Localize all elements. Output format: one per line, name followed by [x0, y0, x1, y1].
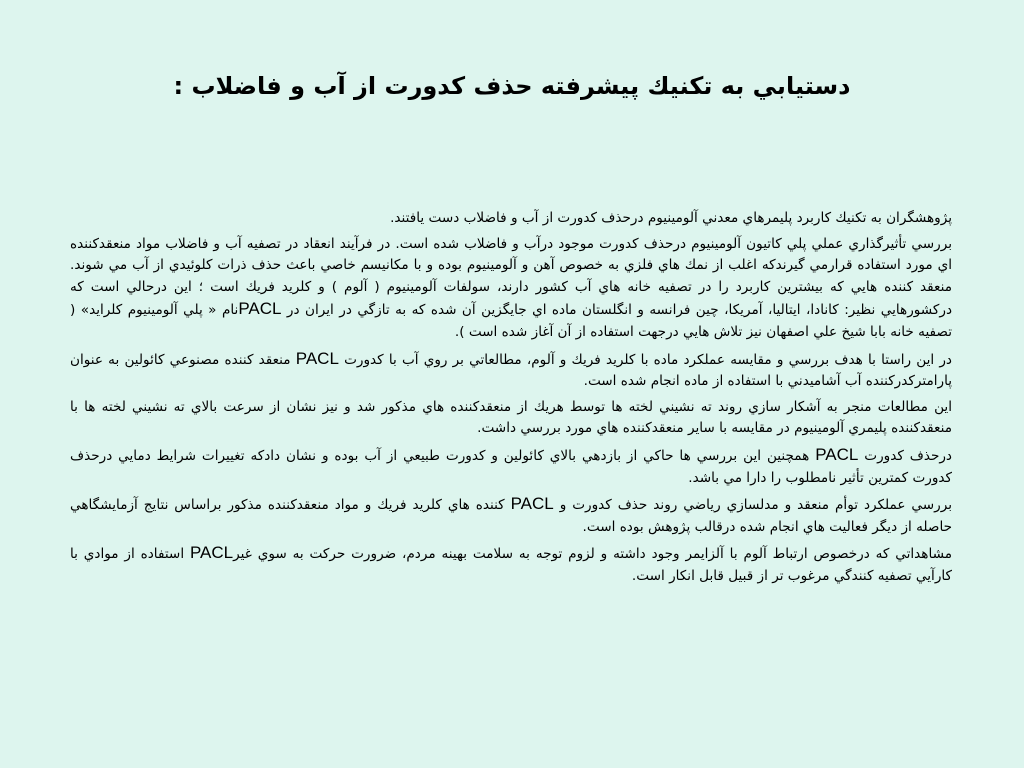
- body-paragraph: [70, 444, 952, 489]
- body-paragraph: [70, 397, 952, 440]
- paragraph-text: منعقد كننده مصنوعي كائولين به عنوان پارامتركدركننده آب آشاميدني با استفاده از ماده انجام شده است.: [70, 351, 952, 390]
- paragraph-text: همچنين اين بررسي ها حاكي از بازدهي بالاي كائولين و كدورت طبيعي از آب بوده و نشان دادكه تغييرات شرايط دمايي درحذف كدورت كمترين تأثير نامطلوب را دارا مي باشد.: [70, 447, 952, 486]
- body-paragraph: [70, 208, 952, 230]
- slide-title: دستيابي به تكنيك پيشرفته حذف كدورت از آب و فاضلاب :: [173, 72, 851, 100]
- latin-term: PACL: [295, 348, 339, 368]
- paragraph-text: درحذف كدورت: [858, 447, 952, 464]
- paragraph-text: نام « پلي آلومينيوم كلرايد» ( تصفيه خانه بابا شيخ علي اصفهان نيز تلاش هايي درجهت استفاده از آن آغاز شده است ).: [70, 302, 952, 340]
- latin-term: PACL: [510, 494, 554, 514]
- slide-body: [70, 208, 952, 592]
- paragraph-text: كننده هاي كلريد فريك و مواد منعقدكننده مذكور براساس نتايج آزمايشگاهي حاصله از ديگر فعاليت هاي انجام شده درقالب پژوهش بوده است.: [70, 497, 952, 535]
- paragraph-text: پژوهشگران به تكنيك كاربرد پليمرهاي معدني آلومينيوم درحذف كدورت از آب و فاضلاب دست يافتند.: [390, 210, 952, 226]
- body-paragraph: [70, 542, 952, 587]
- paragraph-text: بررسي تأثيرگذاري عملي پلي كاتيون آلومينيوم درحذف كدورت موجود درآب و فاضلاب شده است. در فرآيند انعقاد در تصفيه آب و فاضلاب مواد منعقدكننده اي مورد استفاده قرارمي گيرندكه اغلب از نمك هاي فلزي به خصوص آهن و آلومينيوم بوده و با مكانيسم خاصي باعث حذف ذرات كلوئيدي از آب مي شوند. منعقد كننده هايي كه بيشترين كاربرد را در تصفيه خانه هاي آب كشور دارند، سولفات آلومينيوم ( آلوم ) و كلريد فريك است ؛ اين درحالي است كه دركشورهايي نظير: كانادا، ايتاليا، آمريكا، چين فرانسه و انگلستان ماده اي جايگزين آن شده كه به تازگي در ايران در: [70, 235, 952, 319]
- body-paragraph: [70, 493, 952, 538]
- paragraph-text: استفاده از موادي با كارآيي تصفيه كنندگي مرغوب تر از قبيل قابل انكار است.: [70, 546, 952, 584]
- body-paragraph: [70, 234, 952, 344]
- latin-term: PACL: [238, 299, 282, 319]
- body-paragraph: [70, 348, 952, 393]
- paragraph-text: بررسي عملكرد توأم منعقد و مدلسازي رياضي روند حذف كدورت و: [553, 497, 952, 514]
- paragraph-text: مشاهداتي كه درخصوص ارتباط آلوم با آلزايمر وجود داشته و لزوم توجه به سلامت بهينه مردم، ضرورت حركت به سوي غير: [233, 546, 952, 563]
- latin-term: PACL: [189, 543, 234, 563]
- paragraph-text: اين مطالعات منجر به آشكار سازي روند ته نشيني لخته ها توسط هريك از منعقدكننده هاي مذكور شد و نيز نشان از سرعت بالاي ته نشيني لخته ها با منعقدكننده پليمري آلومينيوم در مقايسه با ساير منعقدكننده هاي مورد بررسي داشت.: [70, 398, 952, 437]
- latin-term: PACL: [815, 444, 859, 464]
- paragraph-text: در اين راستا با هدف بررسي و مقايسه عملكرد ماده با كلريد فريك و آلوم، مطالعاتي بر روي آب با كدورت: [338, 351, 952, 368]
